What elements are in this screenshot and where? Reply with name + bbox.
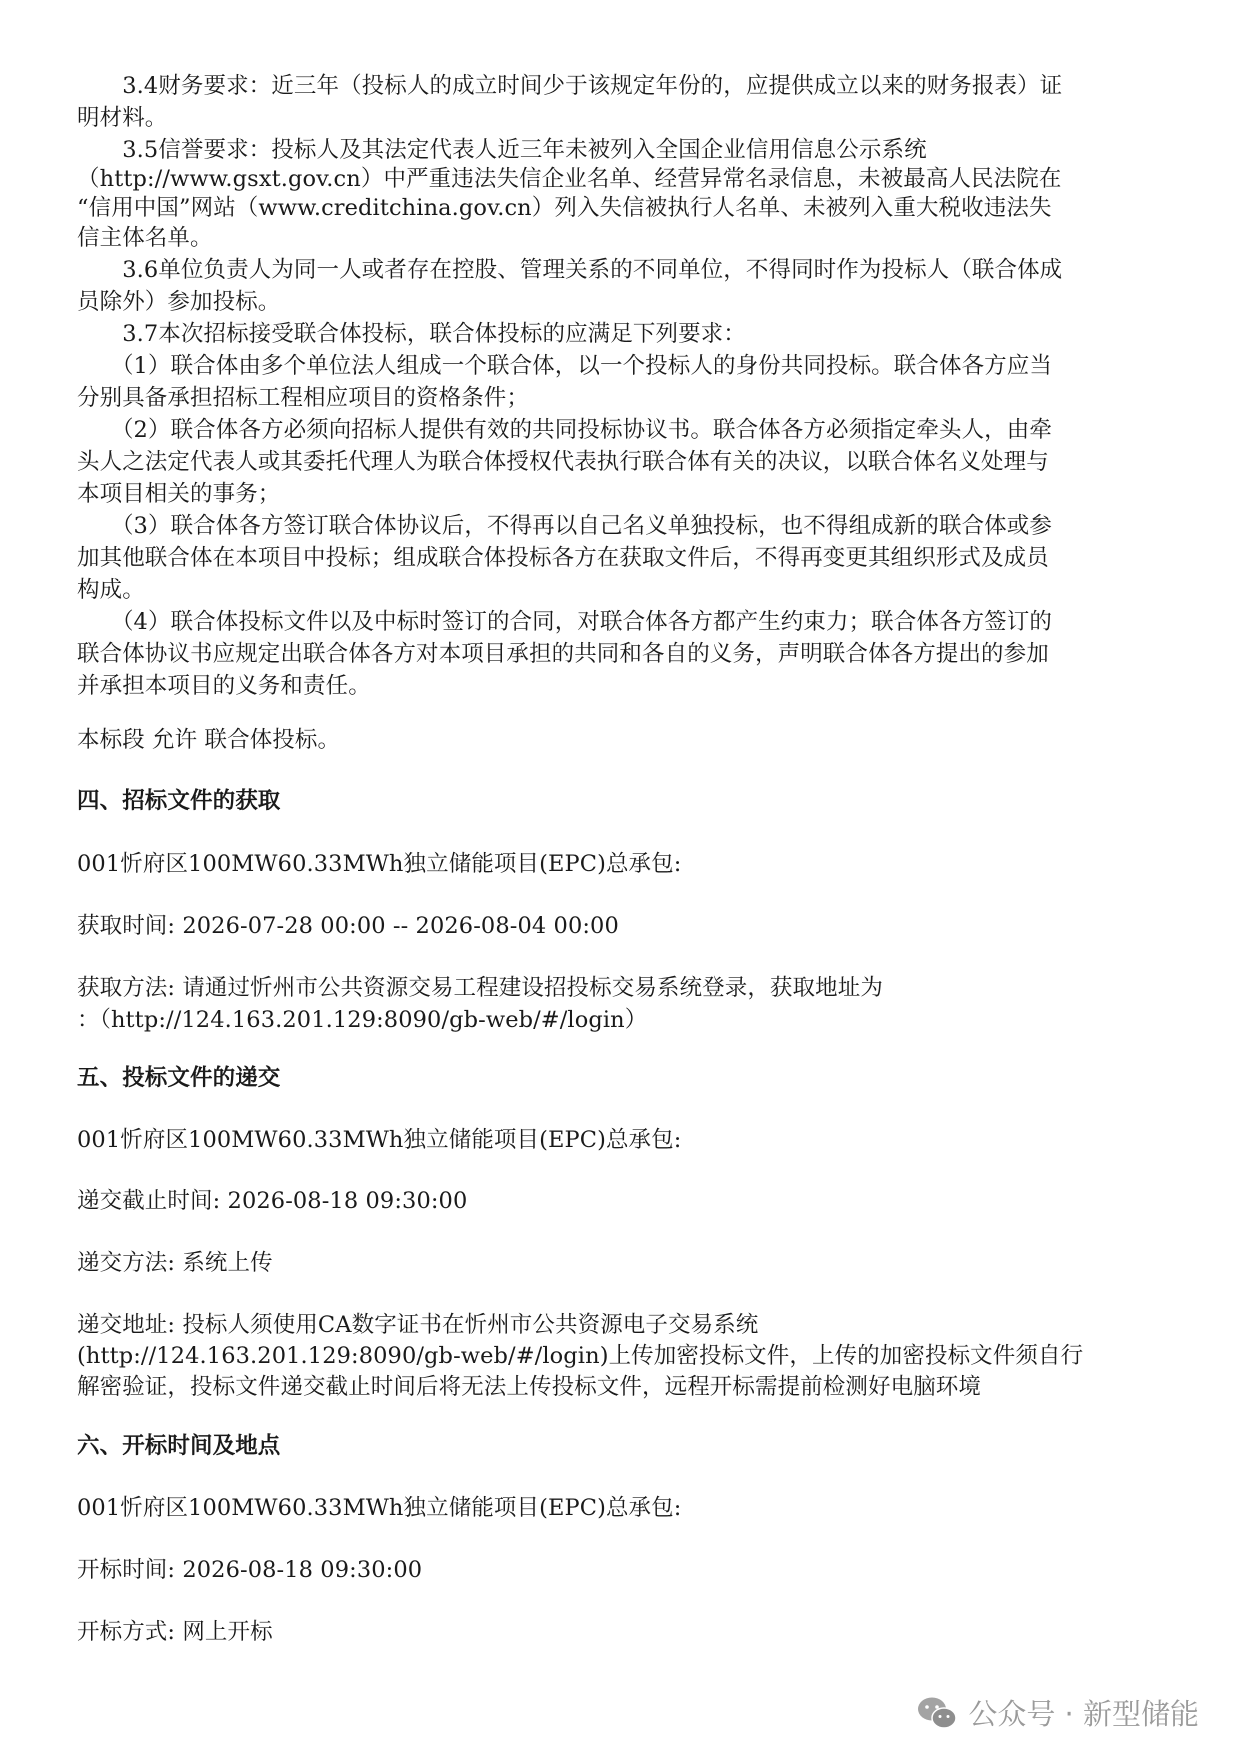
project-name: 001忻府区100MW60.33MWh独立储能项目(EPC)总承包:: [77, 1127, 682, 1153]
wechat-icon: [916, 1695, 958, 1731]
paragraph-line: 分别具备承担招标工程相应项目的资格条件；: [77, 385, 530, 411]
paragraph-line: 3.6单位负责人为同一人或者存在控股、管理关系的不同单位，不得同时作为投标人（联合体成: [77, 257, 1063, 283]
paragraph-line: 头人之法定代表人或其委托代理人为联合体授权代表执行联合体有关的决议，以联合体名义处理与: [77, 449, 1049, 475]
paragraph-line: 员除外）参加投标。: [77, 289, 281, 315]
paragraph-line: 加其他联合体在本项目中投标；组成联合体投标各方在获取文件后，不得再变更其组织形式及成员: [77, 545, 1049, 571]
paragraph-line: 构成。: [77, 577, 145, 603]
paragraph-line: （2）联合体各方必须向招标人提供有效的共同投标协议书。联合体各方必须指定牵头人，由牵: [77, 417, 1052, 443]
paragraph-line: 明材料。: [77, 105, 168, 131]
paragraph-line: 3.5信誉要求：投标人及其法定代表人近三年未被列入全国企业信用信息公示系统: [77, 137, 927, 163]
section-heading: 六、开标时间及地点: [77, 1433, 281, 1459]
paragraph-line: 联合体协议书应规定出联合体各方对本项目承担的共同和各自的义务，声明联合体各方提出的参加: [77, 641, 1049, 667]
paragraph-line: 本项目相关的事务；: [77, 481, 281, 507]
watermark: [916, 1692, 1199, 1733]
submit-method: 递交方法: 系统上传: [77, 1250, 273, 1276]
opening-method: 开标方式: 网上开标: [77, 1619, 273, 1645]
paragraph-line: （4）联合体投标文件以及中标时签订的合同，对联合体各方都产生约束力；联合体各方签订的: [77, 609, 1052, 635]
allow-consortium-note: 本标段 允许 联合体投标。: [77, 727, 341, 753]
paragraph-line: 信主体名单。: [77, 225, 213, 251]
submit-address-line: 解密验证，投标文件递交截止时间后将无法上传投标文件，远程开标需提前检测好电脑环境: [77, 1374, 982, 1400]
paragraph-line: （3）联合体各方签订联合体协议后，不得再以自己名义单独投标，也不得组成新的联合体或参: [77, 513, 1052, 539]
acquire-method: 获取方法: 请通过忻州市公共资源交易工程建设招投标交易系统登录，获取地址为: [77, 975, 883, 1001]
paragraph-line: 并承担本项目的义务和责任。: [77, 673, 371, 699]
acquire-url: ：（http://124.163.201.129:8090/gb-web/#/login）: [77, 1007, 648, 1033]
section-heading: 四、招标文件的获取: [77, 788, 281, 814]
opening-time: 开标时间: 2026-08-18 09:30:00: [77, 1557, 423, 1583]
project-name: 001忻府区100MW60.33MWh独立储能项目(EPC)总承包:: [77, 851, 682, 877]
submit-address-line: (http://124.163.201.129:8090/gb-web/#/login)上传加密投标文件，上传的加密投标文件须自行: [77, 1343, 1084, 1369]
submit-deadline: 递交截止时间: 2026-08-18 09:30:00: [77, 1188, 468, 1214]
paragraph-line: （1）联合体由多个单位法人组成一个联合体，以一个投标人的身份共同投标。联合体各方应当: [77, 353, 1052, 379]
paragraph-line: 3.7本次招标接受联合体投标，联合体投标的应满足下列要求：: [77, 321, 746, 347]
project-name: 001忻府区100MW60.33MWh独立储能项目(EPC)总承包:: [77, 1495, 682, 1521]
submit-address: 递交地址: 投标人须使用CA数字证书在忻州市公共资源电子交易系统: [77, 1312, 759, 1338]
paragraph-line: （http://www.gsxt.gov.cn）中严重违法失信企业名单、经营异常名录信息，未被最高人民法院在: [77, 166, 1062, 192]
watermark-text: 公众号 · 新型储能: [968, 1697, 1199, 1731]
paragraph-line: “信用中国”网站（www.creditchina.gov.cn）列入失信被执行人名单、未被列入重大税收违法失: [77, 195, 1052, 221]
paragraph-line: 3.4财务要求：近三年（投标人的成立时间少于该规定年份的，应提供成立以来的财务报表）证: [77, 73, 1063, 99]
section-heading: 五、投标文件的递交: [77, 1065, 281, 1091]
acquire-time: 获取时间: 2026-07-28 00:00 -- 2026-08-04 00:00: [77, 913, 619, 939]
